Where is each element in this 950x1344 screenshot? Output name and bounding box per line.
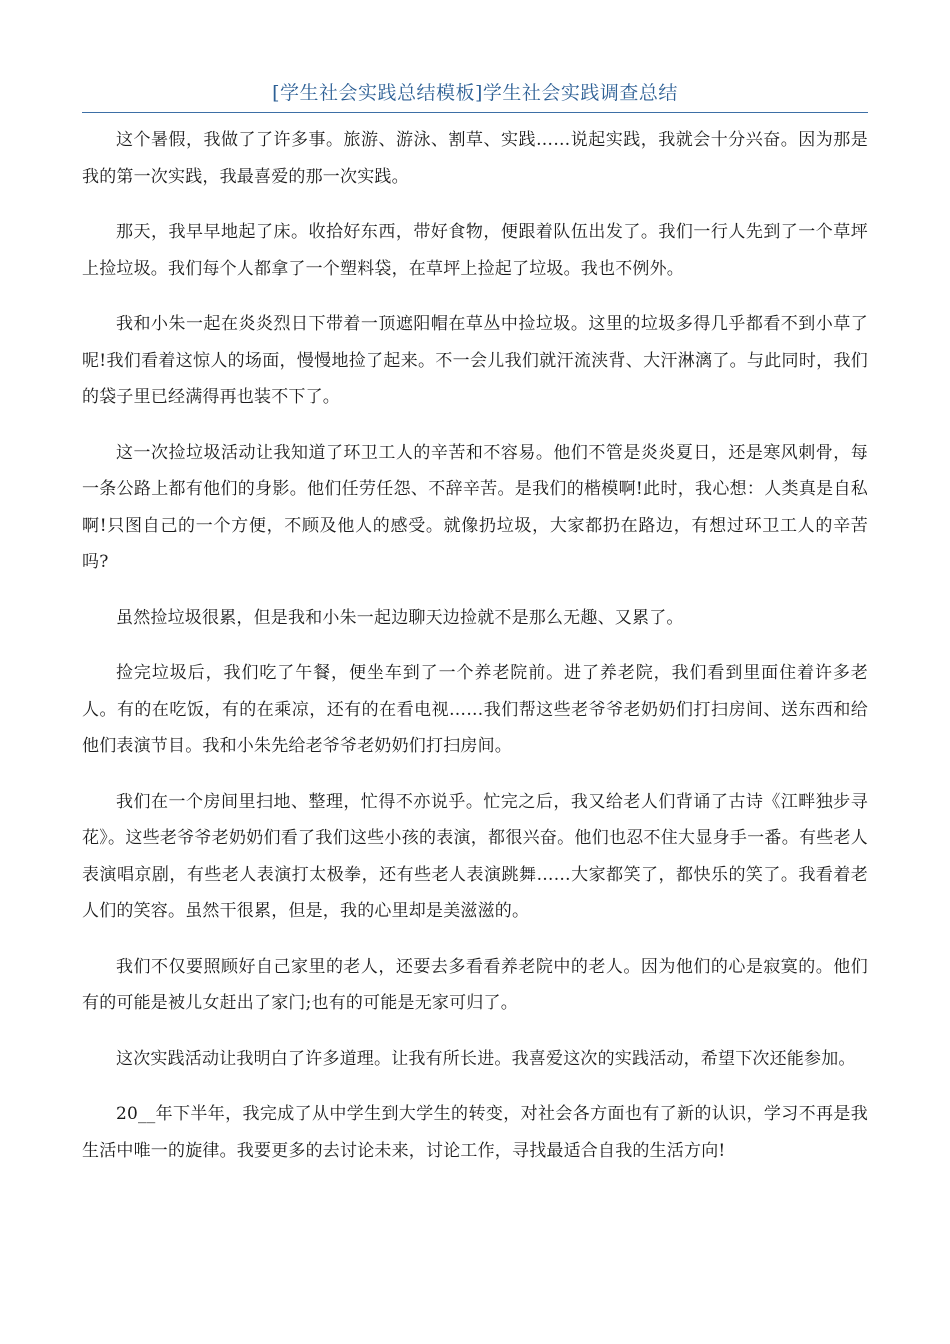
paragraph-7: 我们在一个房间里扫地、整理，忙得不亦说乎。忙完之后，我又给老人们背诵了古诗《江畔独步寻花》。这些老爷爷老奶奶们看了我们这些小孩的表演，都很兴奋。他们也忍不住大显身手一番。有些老人表演唱京剧，有些老人表演打太极拳，还有些老人表演跳舞……大家都笑了，都快乐的笑了。我看着老人们的笑容。虽然干很累，但是，我的心里却是美滋滋的。	[82, 791, 868, 921]
paragraph-4: 这一次捡垃圾活动让我知道了环卫工人的辛苦和不容易。他们不管是炎炎夏日，还是寒风刺骨，每一条公路上都有他们的身影。他们任劳任怨、不辞辛苦。是我们的楷模啊!此时，我心想：人类真是自私啊!只图自己的一个方便，不顾及他人的感受。就像扔垃圾，大家都扔在路边，有想过环卫工人的辛苦吗?	[82, 442, 868, 572]
paragraph-2: 那天，我早早地起了床。收拾好东西，带好食物，便跟着队伍出发了。我们一行人先到了一个草坪上捡垃圾。我们每个人都拿了一个塑料袋，在草坪上捡起了垃圾。我也不例外。	[82, 222, 868, 279]
page-header	[82, 78, 868, 113]
paragraph-10: 20__年下半年，我完成了从中学生到大学生的转变，对社会各方面也有了新的认识，学习不再是我生活中唯一的旋律。我要更多的去讨论未来，讨论工作，寻找最适合自我的生活方向!	[82, 1104, 868, 1161]
paragraph-6: 捡完垃圾后，我们吃了午餐，便坐车到了一个养老院前。进了养老院，我们看到里面住着许多老人。有的在吃饭，有的在乘凉，还有的在看电视……我们帮这些老爷爷老奶奶们打扫房间、送东西和给他们表演节目。我和小朱先给老爷爷老奶奶们打扫房间。	[82, 663, 868, 756]
page-title: [学生社会实践总结模板]学生社会实践调查总结	[272, 82, 678, 104]
paragraph-1: 这个暑假，我做了了许多事。旅游、游泳、割草、实践……说起实践，我就会十分兴奋。因为那是我的第一次实践，我最喜爱的那一次实践。	[82, 130, 868, 187]
paragraph-3: 我和小朱一起在炎炎烈日下带着一顶遮阳帽在草丛中捡垃圾。这里的垃圾多得几乎都看不到小草了呢!我们看着这惊人的场面，慢慢地捡了起来。不一会儿我们就汗流浃背、大汗淋漓了。与此同时，我们的袋子里已经满得再也装不下了。	[82, 314, 868, 407]
paragraph-9: 这次实践活动让我明白了许多道理。让我有所长进。我喜爱这次的实践活动，希望下次还能参加。	[116, 1048, 856, 1069]
document-body	[82, 122, 868, 1188]
paragraph-5: 虽然捡垃圾很累，但是我和小朱一起边聊天边捡就不是那么无趣、又累了。	[116, 607, 684, 628]
paragraph-8: 我们不仅要照顾好自己家里的老人，还要去多看看养老院中的老人。因为他们的心是寂寞的。他们有的可能是被儿女赶出了家门;也有的可能是无家可归了。	[82, 956, 868, 1013]
